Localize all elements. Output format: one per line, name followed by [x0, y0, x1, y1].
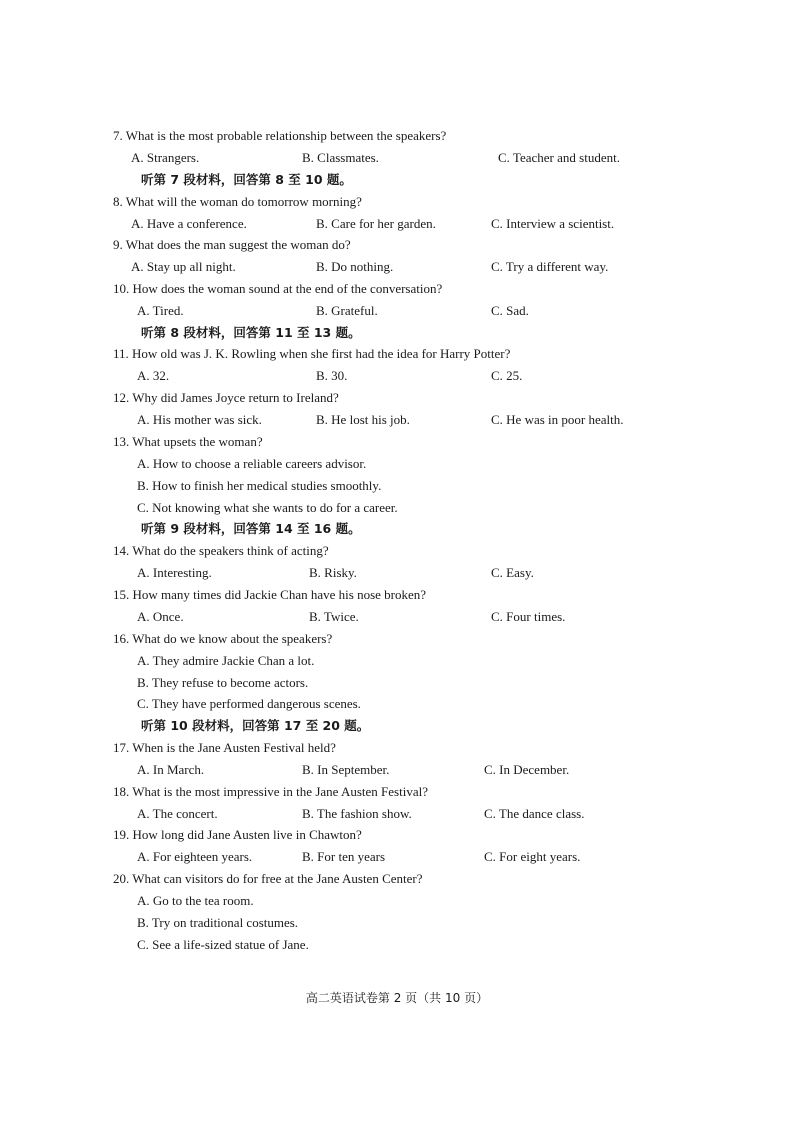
option-a: A. In March. — [137, 762, 205, 777]
question-19: 19. How long did Jane Austen live in Chawton? — [113, 827, 362, 842]
options-17 — [0, 762, 794, 778]
options-15 — [0, 609, 794, 625]
option-c: C. Interview a scientist. — [491, 216, 615, 231]
option-a: A. His mother was sick. — [137, 412, 262, 427]
option-c: C. For eight years. — [484, 849, 581, 864]
question-13: 13. What upsets the woman? — [113, 434, 263, 449]
option-a: A. For eighteen years. — [137, 849, 253, 864]
question-7: 7. What is the most probable relationship between the speakers? — [113, 128, 447, 143]
options-19 — [0, 849, 794, 865]
question-16: 16. What do we know about the speakers? — [113, 631, 333, 646]
options-11 — [0, 368, 794, 384]
option-a: A. Have a conference. — [131, 216, 247, 231]
question-18: 18. What is the most impressive in the Jane Austen Festival? — [113, 784, 428, 799]
option-a: A. 32. — [137, 368, 170, 383]
option-b: B. They refuse to become actors. — [137, 675, 309, 690]
question-11: 11. How old was J. K. Rowling when she first had the idea for Harry Potter? — [113, 346, 511, 361]
question-9: 9. What does the man suggest the woman do? — [113, 237, 351, 252]
options-14 — [0, 565, 794, 581]
option-b: B. Try on traditional costumes. — [137, 915, 299, 930]
option-a: A. Once. — [137, 609, 184, 624]
option-c: C. Try a different way. — [491, 259, 609, 274]
option-a: A. The concert. — [137, 806, 218, 821]
option-b: B. Grateful. — [316, 303, 378, 318]
option-c: C. The dance class. — [484, 806, 585, 821]
options-12 — [0, 412, 794, 428]
option-c: C. 25. — [491, 368, 523, 383]
option-b: B. The fashion show. — [302, 806, 412, 821]
option-a: A. Stay up all night. — [131, 259, 236, 274]
option-c: C. Easy. — [491, 565, 534, 580]
option-a: A. Strangers. — [131, 150, 200, 165]
option-c: C. Not knowing what she wants to do for a career. — [137, 500, 398, 515]
options-7 — [0, 150, 794, 166]
options-9 — [0, 259, 794, 275]
question-17: 17. When is the Jane Austen Festival held? — [113, 740, 336, 755]
option-c: C. They have performed dangerous scenes. — [137, 696, 361, 711]
question-20: 20. What can visitors do for free at the Jane Austen Center? — [113, 871, 423, 886]
page-footer: 高二英语试卷第 2 页（共 10 页） — [305, 991, 489, 1005]
option-c: C. Sad. — [491, 303, 529, 318]
option-b: B. Do nothing. — [316, 259, 394, 274]
option-b: B. In September. — [302, 762, 390, 777]
option-b: B. How to finish her medical studies smoothly. — [137, 478, 382, 493]
option-b: B. Risky. — [309, 565, 357, 580]
option-b: B. For ten years — [302, 849, 386, 864]
section-heading-8: 听第 8 段材料，回答第 11 至 13 题。 — [141, 325, 361, 340]
option-c: C. Teacher and student. — [498, 150, 620, 165]
option-a: A. Interesting. — [137, 565, 212, 580]
option-b: B. Classmates. — [302, 150, 379, 165]
option-a: A. They admire Jackie Chan a lot. — [137, 653, 315, 668]
section-heading-10: 听第 10 段材料，回答第 17 至 20 题。 — [141, 718, 370, 733]
option-c: C. See a life-sized statue of Jane. — [137, 937, 309, 952]
option-a: A. Go to the tea room. — [137, 893, 254, 908]
option-a: A. Tired. — [137, 303, 184, 318]
question-12: 12. Why did James Joyce return to Ireland? — [113, 390, 339, 405]
question-8: 8. What will the woman do tomorrow morning? — [113, 194, 362, 209]
option-c: C. In December. — [484, 762, 570, 777]
options-10 — [0, 303, 794, 319]
options-18 — [0, 806, 794, 822]
section-heading-7: 听第 7 段材料，回答第 8 至 10 题。 — [141, 172, 352, 187]
option-b: B. Care for her garden. — [316, 216, 436, 231]
question-10: 10. How does the woman sound at the end of the conversation? — [113, 281, 443, 296]
option-b: B. He lost his job. — [316, 412, 410, 427]
option-c: C. He was in poor health. — [491, 412, 624, 427]
option-a: A. How to choose a reliable careers advisor. — [137, 456, 367, 471]
question-14: 14. What do the speakers think of acting? — [113, 543, 329, 558]
question-15: 15. How many times did Jackie Chan have his nose broken? — [113, 587, 427, 602]
option-b: B. Twice. — [309, 609, 359, 624]
option-c: C. Four times. — [491, 609, 566, 624]
option-b: B. 30. — [316, 368, 348, 383]
section-heading-9: 听第 9 段材料，回答第 14 至 16 题。 — [141, 521, 361, 536]
options-8 — [0, 216, 794, 232]
